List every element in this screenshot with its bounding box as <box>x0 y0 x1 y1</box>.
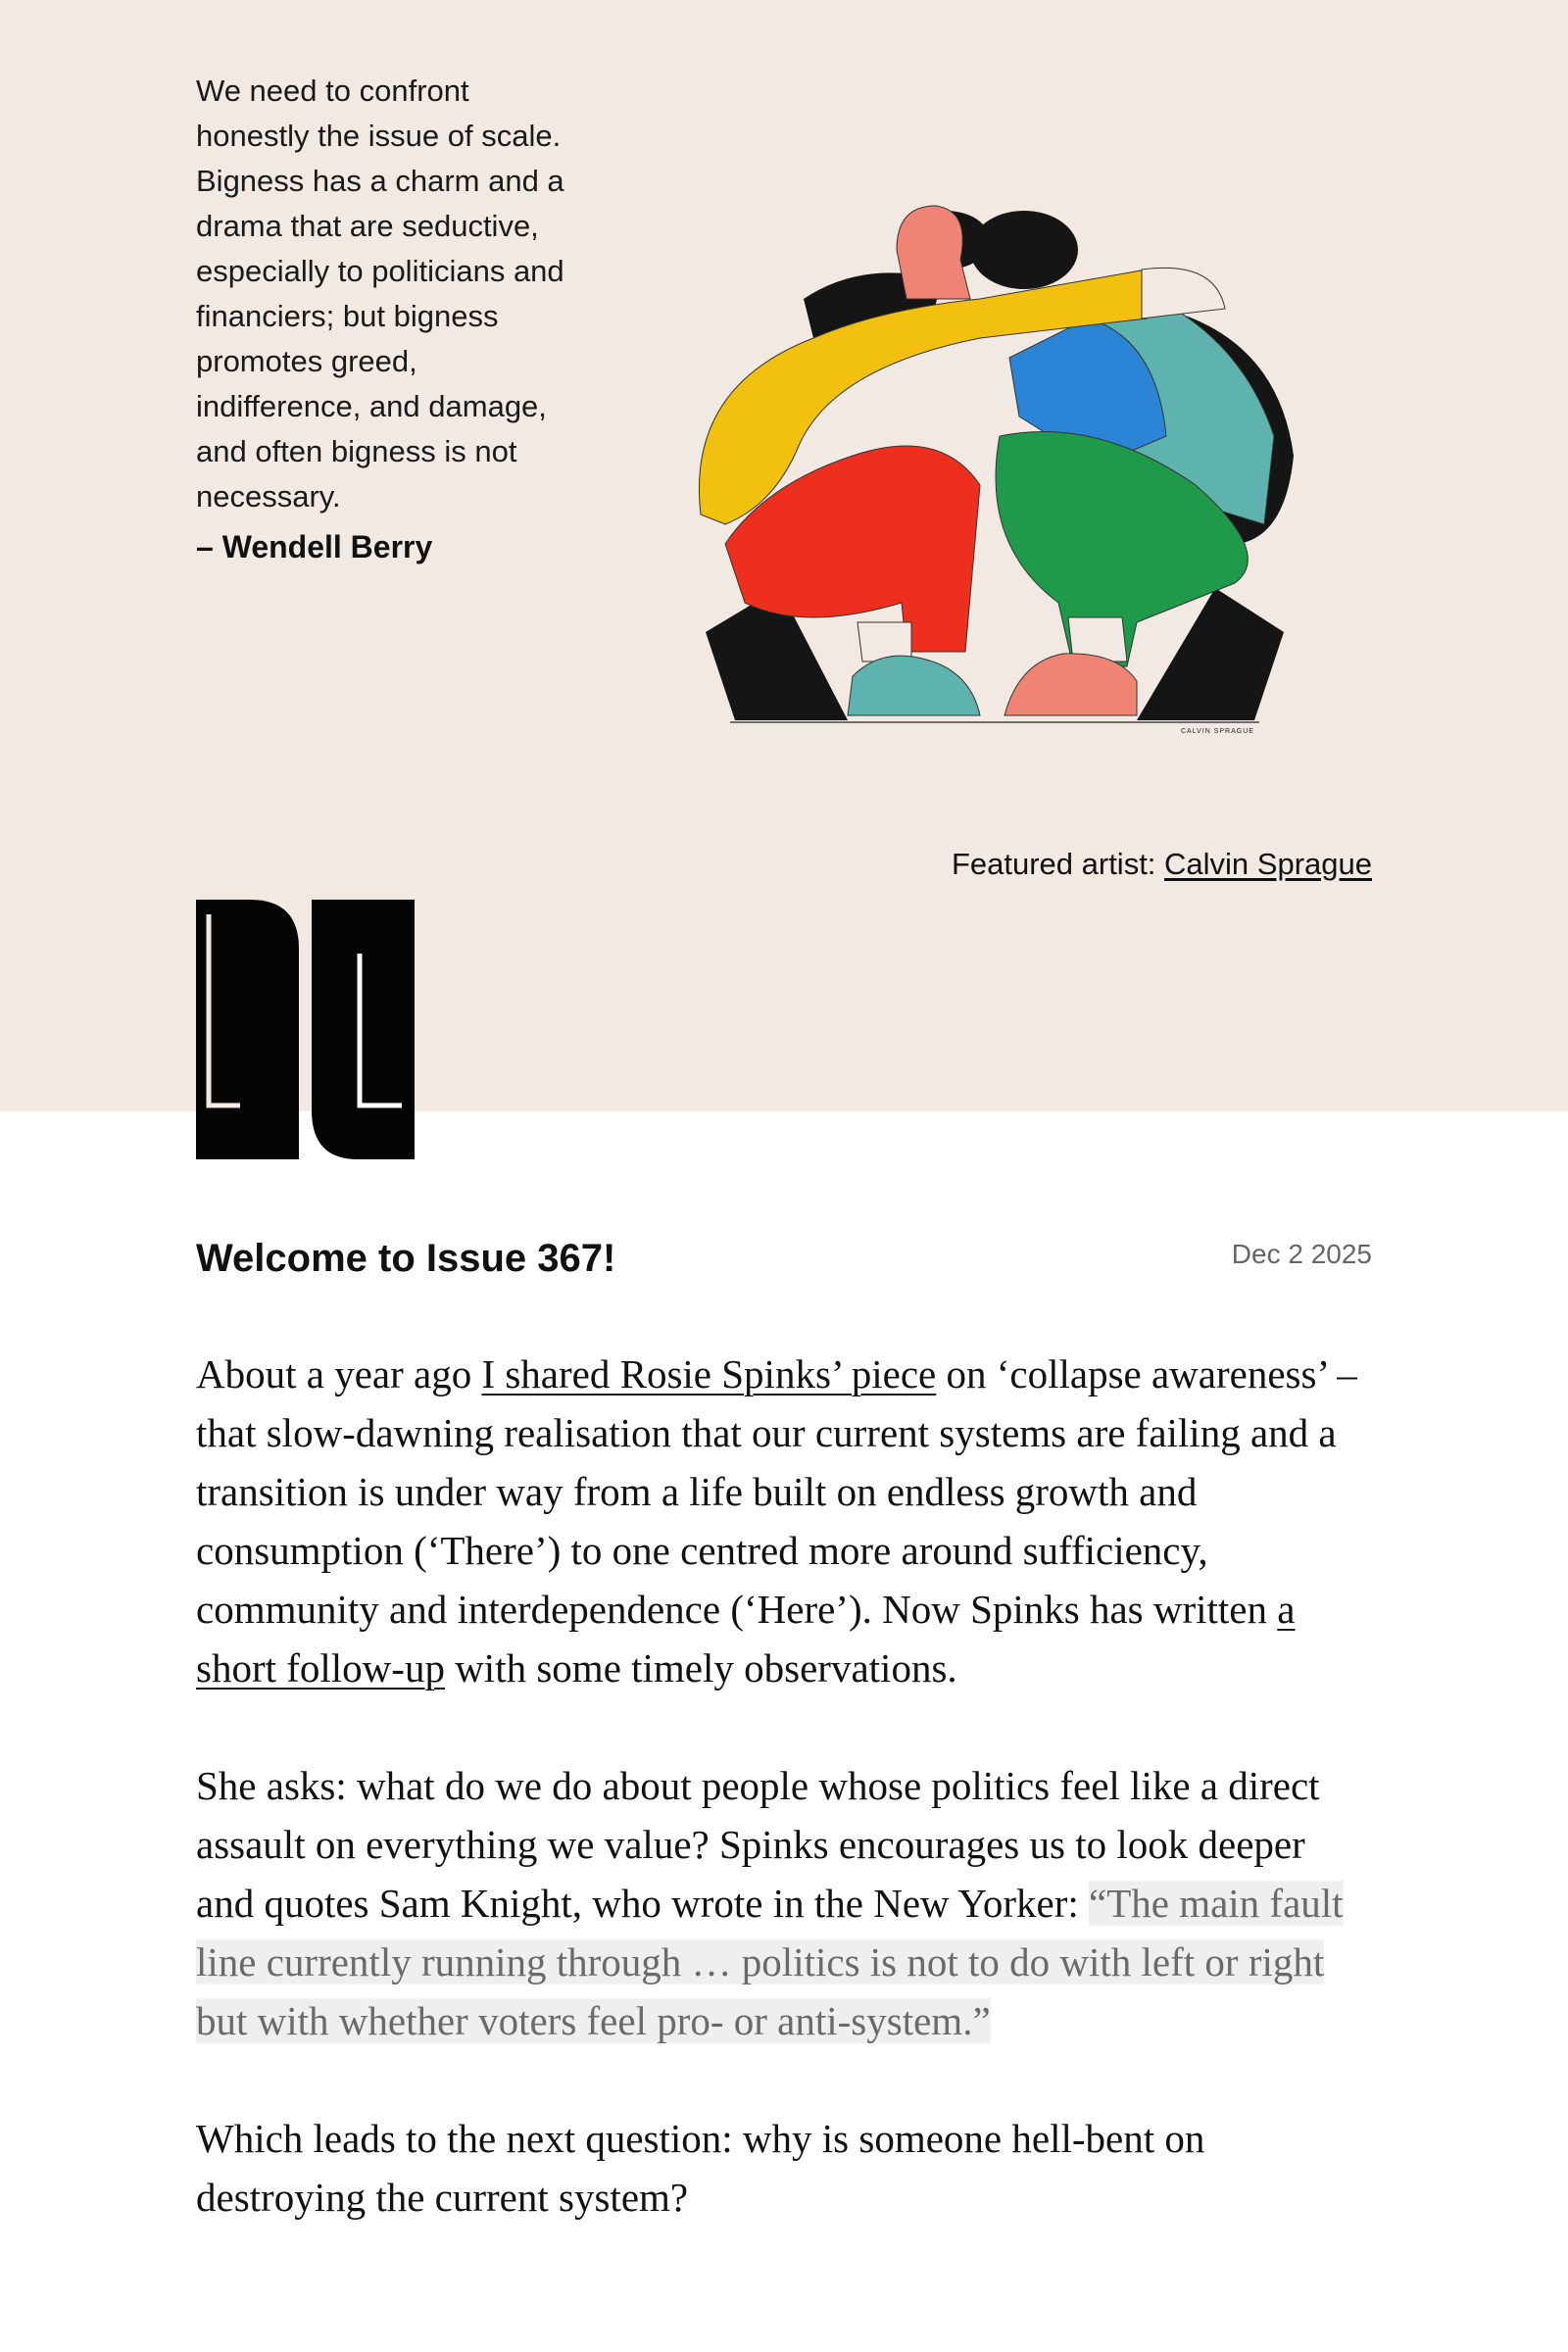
site-logo[interactable] <box>196 900 415 1159</box>
pull-quote: “The main fault line currently running through … politics is not to do with left or right but with whether voters feel pro- or anti-system.” <box>196 1881 1344 2043</box>
illus-cuff <box>1142 268 1225 318</box>
follow-up-link[interactable]: a short follow-up <box>196 1587 1296 1690</box>
article-paragraph-1: About a year ago I shared Rosie Spinks’ piece on ‘collapse awareness’ – that slow-dawning realisation that our current systems are failing and a transition is under way from a life built on endless growth and consumption (‘There’) to one centred more around sufficiency, community and interdependence (‘Here’). Now Spinks has written a short follow-up with some timely observations. <box>196 1351 1357 1690</box>
article-paragraph-2: She asks: what do we do about people whose politics feel like a direct assault on everything we value? Spinks encourages us to look deeper and quotes Sam Knight, who wrote in the New Yorker: “The main fault line currently running through … politics is not to do with left or right but with whether voters feel pro- or anti-system.” <box>196 1763 1344 2043</box>
illus-salmon-shoe <box>1004 654 1137 715</box>
featured-artist-label: Featured artist: <box>951 847 1165 881</box>
featured-artist <box>952 847 1372 882</box>
illus-right-hair <box>970 211 1078 289</box>
article-paragraph-3: Which leads to the next question: why is someone hell-bent on destroying the current system? <box>196 2116 1205 2220</box>
issue-date: Dec 2 2025 <box>1231 1239 1372 1269</box>
featured-artist-link[interactable]: Calvin Sprague <box>1164 847 1372 881</box>
epigraph-quote: We need to confront honestly the issue of scale. Bigness has a charm and a drama that are seductive, especially to politicians and financiers; but bigness promotes greed, indifference, and damage, and often bigness is not necessary. <box>196 74 564 514</box>
rosie-spinks-piece-link[interactable]: I shared Rosie Spinks’ piece <box>481 1351 937 1396</box>
logo-right-glyph <box>312 900 415 1159</box>
article-body <box>196 1345 1372 2285</box>
logo-left-glyph <box>196 900 299 1159</box>
epigraph-author: – Wendell Berry <box>196 529 433 564</box>
issue-title: Welcome to Issue 367! <box>196 1237 616 1280</box>
illus-credit: CALVIN SPRAGUE <box>1181 728 1254 735</box>
featured-illustration <box>686 191 1303 740</box>
illus-teal-shoe <box>848 656 980 715</box>
